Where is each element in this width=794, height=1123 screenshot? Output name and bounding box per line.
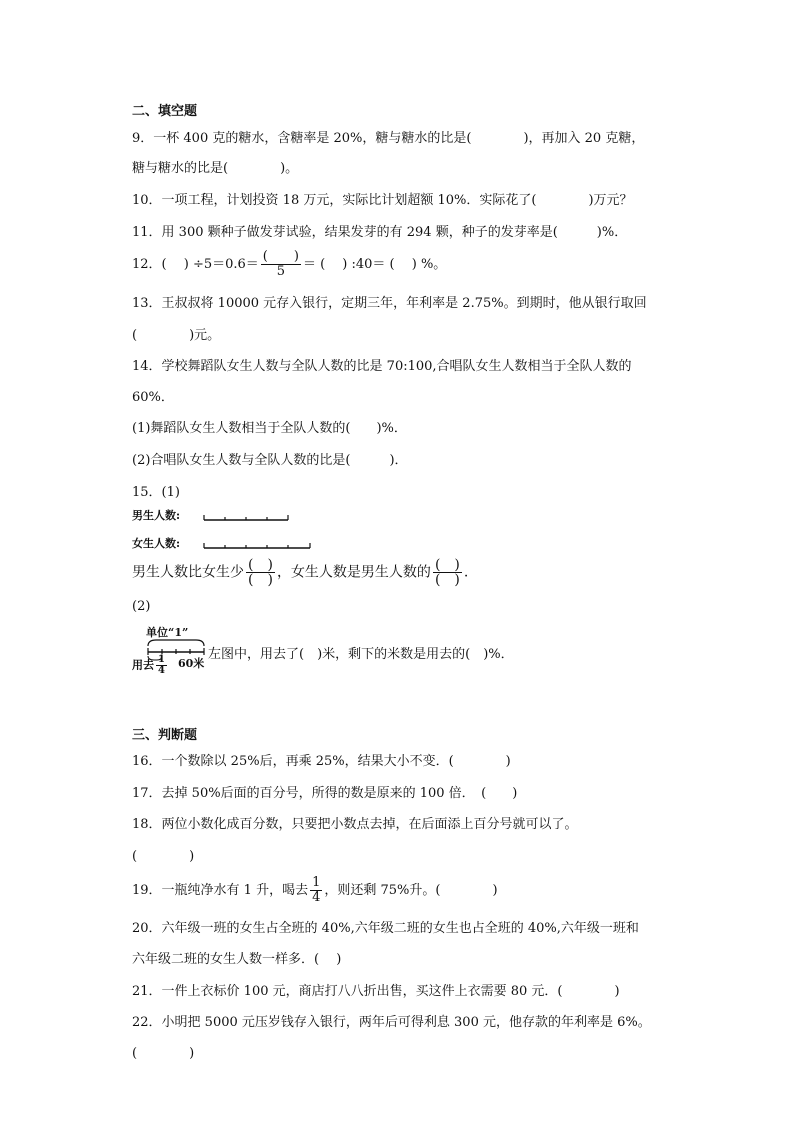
question-17: 17．去掉 50%后面的百分号，所得的数是原来的 100 倍． ( ) [132, 786, 518, 801]
q15-fraction-1 [246, 558, 275, 587]
question-19-fraction [310, 876, 322, 905]
question-15-part-2-head: (2) [132, 599, 151, 614]
used-fraction [156, 655, 167, 676]
question-13-line-2: ( )元。 [132, 328, 221, 343]
question-12-fraction [261, 250, 301, 279]
question-12 [132, 250, 446, 279]
q15-fraction-1-numerator: ( ) [248, 557, 273, 573]
question-14-line-2: 60%． [132, 390, 174, 405]
used-label [132, 655, 169, 676]
used-fraction-numerator: 1 [158, 654, 165, 665]
question-9-line-1: 9．一杯 400 克的糖水，含糖率是 20%，糖与糖水的比是( )，再加入 20 克糖， [132, 131, 645, 146]
question-13-line-1: 13．王叔叔将 10000 元存入银行，定期三年，年利率是 2.75%。到期时，他从银行取回 [132, 296, 647, 311]
q15-text-c: . [463, 564, 469, 581]
question-9-line-2: 糖与糖水的比是( )。 [132, 161, 299, 176]
question-15-part-2-text: 左图中，用去了( )米，剩下的米数是用去的( )%． [208, 647, 514, 662]
question-20-line-1: 20．六年级一班的女生占全班的 40%,六年级二班的女生也占全班的 40%,六年级一班和 [132, 921, 639, 936]
question-15-part-1-text [132, 558, 468, 587]
used-fraction-denominator: 4 [158, 665, 165, 676]
question-19-fraction-numerator: 1 [312, 875, 321, 890]
q15-fraction-2-numerator: ( ) [434, 557, 460, 573]
girls-segment-bar [204, 540, 316, 550]
question-18-line-1: 18．两位小数化成百分数，只要把小数点去掉，在后面添上百分号就可以了。 [132, 817, 578, 832]
girls-label: 女生人数: [132, 537, 181, 550]
question-14-line-1: 14．学校舞蹈队女生人数与全队人数的比是 70:100,合唱队女生人数相当于全队人数的 [132, 359, 632, 374]
question-15-head: 15．(1) [132, 485, 180, 500]
boys-segment-bar [204, 512, 294, 522]
question-20-line-2: 六年级二班的女生人数一样多．( ) [132, 952, 342, 967]
question-12-fraction-denominator: 5 [276, 264, 286, 279]
used-text: 用去 [132, 658, 154, 672]
section-3-title: 三、判断题 [132, 728, 198, 743]
q15-text-b: ，女生人数是男生人数的 [276, 564, 431, 581]
question-19-part-b: ，则还剩 75%升。( ) [324, 883, 498, 898]
q15-fraction-2 [433, 558, 462, 587]
question-19 [132, 876, 498, 905]
q15-text-a: 男生人数比女生少 [132, 564, 244, 581]
question-18-line-2: ( ) [132, 849, 195, 864]
unit-one-label: 单位“1” [146, 626, 189, 639]
question-11: 11．用 300 颗种子做发芽试验，结果发芽的有 294 颗，种子的发芽率是( )%． [132, 225, 628, 240]
question-12-fraction-numerator: ( ) [262, 249, 299, 264]
q15-fraction-2-denominator: ( ) [434, 572, 460, 588]
question-12-part-b: ＝ ( ) :40＝ ( ) %。 [302, 257, 447, 272]
question-19-part-a: 19．一瓶纯净水有 1 升，喝去 [132, 883, 309, 898]
meters-label: 60米 [178, 657, 205, 670]
question-22-line-1: 22．小明把 5000 元压岁钱存入银行，两年后可得利息 300 元，他存款的年利率是 6%。 [132, 1015, 651, 1030]
question-14-part-1: (1)舞蹈队女生人数相当于全队人数的( )%． [132, 421, 407, 436]
question-10: 10．一项工程，计划投资 18 万元，实际比计划超额 10%．实际花了( )万元？ [132, 193, 633, 208]
question-16: 16．一个数除以 25%后，再乘 25%，结果大小不变．( ) [132, 754, 511, 769]
section-2-title: 二、填空题 [132, 104, 198, 119]
question-12-part-a: 12．( ) ÷5＝0.6＝ [132, 257, 259, 272]
question-21: 21．一件上衣标价 100 元，商店打八八折出售，买这件上衣需要 80 元．( ) [132, 984, 620, 999]
unit-brace [148, 640, 204, 646]
question-22-line-2: ( ) [132, 1046, 195, 1061]
question-19-fraction-denominator: 4 [312, 890, 321, 905]
boys-label: 男生人数: [132, 509, 181, 522]
question-14-part-2: (2)合唱队女生人数与全队人数的比是( )． [132, 453, 408, 468]
q15-fraction-1-denominator: ( ) [248, 572, 273, 588]
